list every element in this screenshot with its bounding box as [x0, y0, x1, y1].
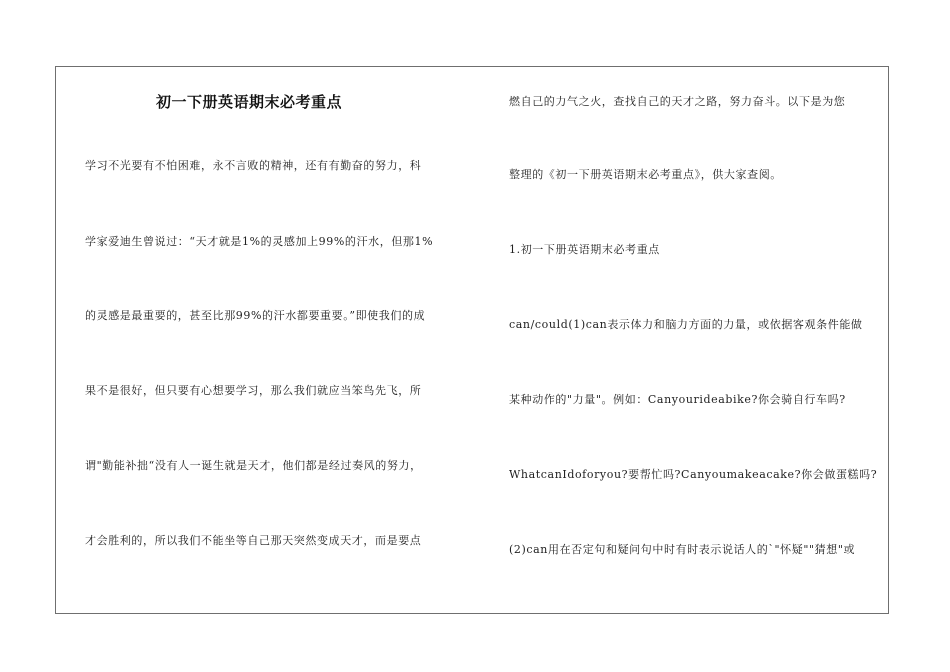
text-line: 学习不光要有不怕困难，永不言败的精神，还有有勤奋的努力，科	[85, 159, 422, 172]
text-line: 的灵感是最重要的，甚至比那99%的汗水都要重要。”即使我们的成	[85, 309, 426, 322]
text-line: 学家爱迪生曾说过：“天才就是1%的灵感加上99%的汗水，但那1%	[85, 235, 434, 248]
text-line: 整理的《初一下册英语期末必考重点》，供大家查阅。	[509, 168, 782, 181]
text-line: WhatcanIdoforyou?要帮忙吗?Canyoumakeacake?你会做蛋糕吗?	[509, 468, 878, 481]
page-border	[55, 66, 889, 614]
text-line: (2)can用在否定句和疑问句中时有时表示说话人的`"怀疑""猜想"或	[509, 543, 856, 556]
text-line: 某种动作的"力量"。例如：Canyourideabike?你会骑自行车吗?	[509, 393, 846, 406]
text-line: 谓"勤能补拙“没有人一诞生就是天才，他们都是经过奏风的努力，	[85, 459, 422, 472]
section-heading: 1.初一下册英语期末必考重点	[509, 243, 660, 256]
text-line: 果不是很好，但只要有心想要学习，那么我们就应当笨鸟先飞，所	[85, 384, 422, 397]
text-line: 燃自己的力气之火，查找自己的天才之路，努力奋斗。以下是为您	[509, 95, 846, 108]
text-line: 才会胜利的，所以我们不能坐等自己那天突然变成天才，而是要点	[85, 534, 422, 547]
document-title: 初一下册英语期末必考重点	[156, 93, 343, 111]
text-line: can/could(1)can表示体力和脑力方面的力量，或依据客观条件能做	[509, 318, 863, 331]
